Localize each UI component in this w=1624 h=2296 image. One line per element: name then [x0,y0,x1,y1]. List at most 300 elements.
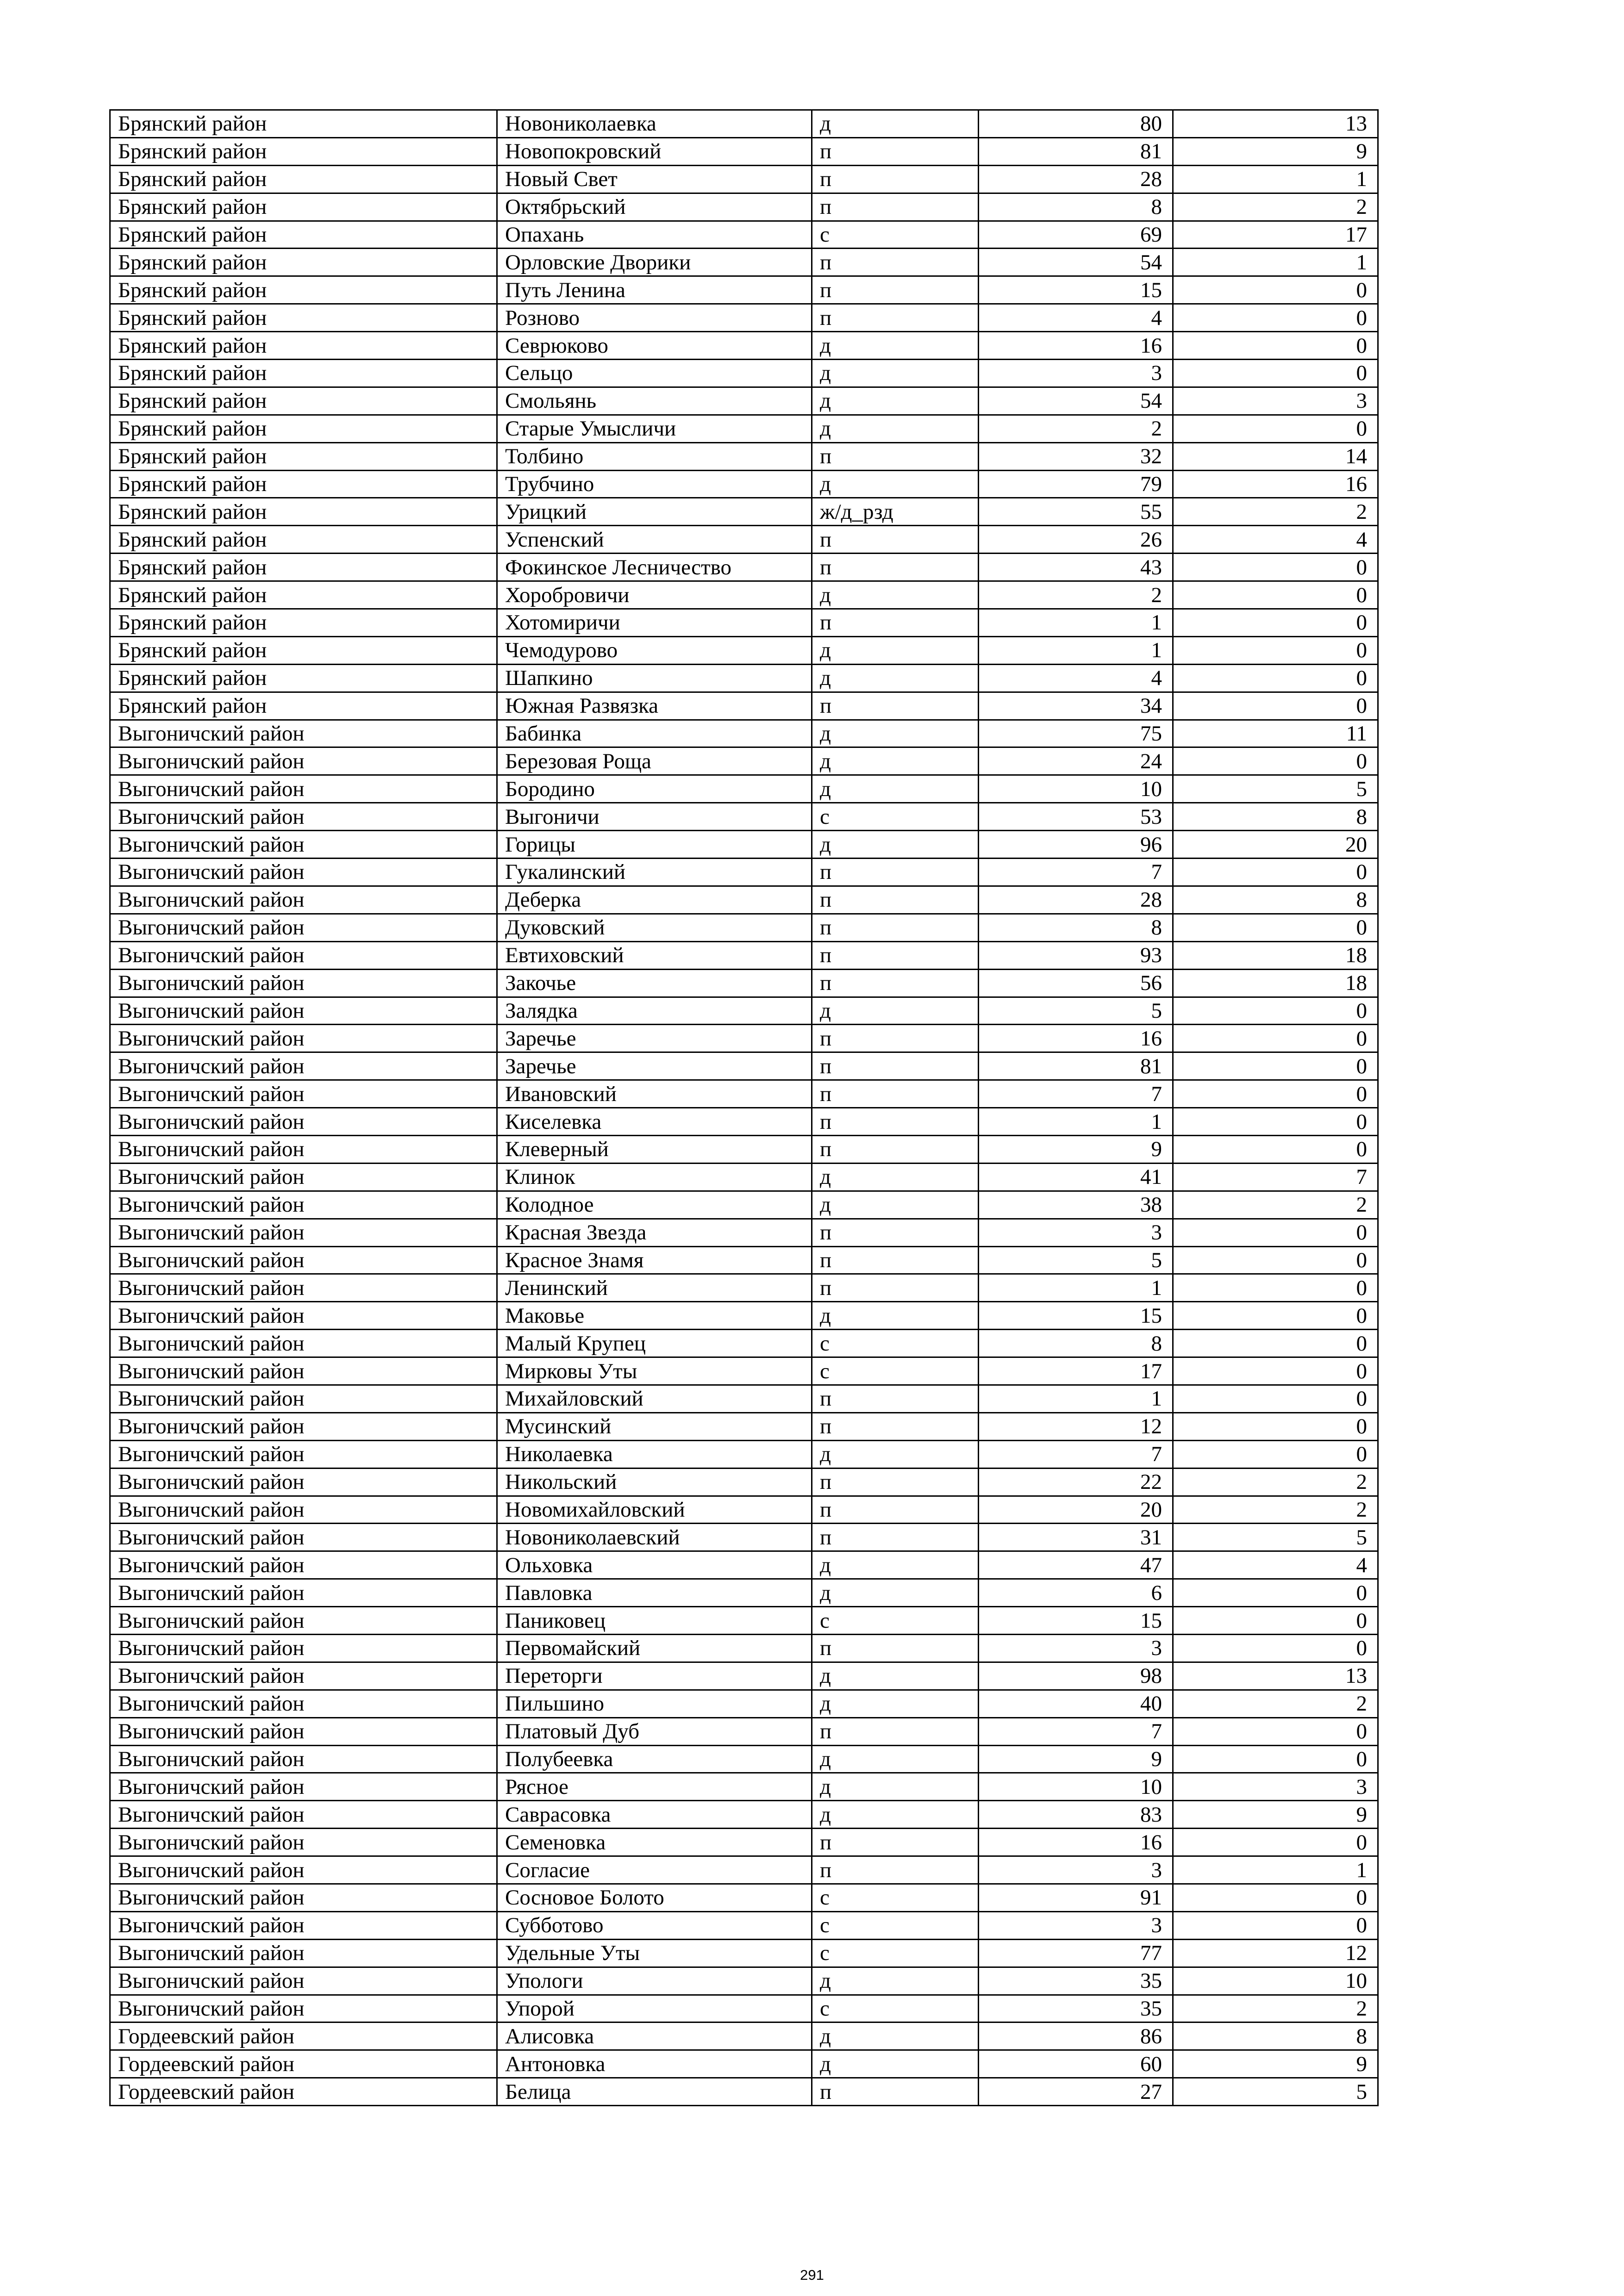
district-cell: Выгоничский район [110,1856,497,1884]
settlement-cell: Сельцо [497,360,812,387]
type-cell: д [812,470,979,498]
value1-cell: 56 [979,969,1173,997]
value1-cell: 7 [979,1080,1173,1108]
district-cell: Брянский район [110,137,497,165]
type-cell: п [812,1524,979,1551]
district-cell: Выгоничский район [110,1662,497,1690]
settlement-cell: Заречье [497,1025,812,1052]
settlement-cell: Дуковский [497,914,812,941]
settlement-cell: Алисовка [497,2022,812,2050]
value2-cell: 2 [1173,1690,1378,1717]
table-row [110,859,1378,886]
settlement-cell: Ольховка [497,1551,812,1579]
type-cell: п [812,1634,979,1662]
value2-cell: 2 [1173,193,1378,221]
table-row [110,1302,1378,1330]
value1-cell: 83 [979,1801,1173,1829]
district-cell: Выгоничский район [110,1412,497,1440]
table-row [110,1717,1378,1745]
type-cell: ж/д_рзд [812,498,979,526]
type-cell: д [812,1302,979,1330]
value1-cell: 28 [979,886,1173,914]
settlement-cell: Закочье [497,969,812,997]
type-cell: п [812,1025,979,1052]
district-cell: Брянский район [110,498,497,526]
settlement-cell: Сосновое Болото [497,1884,812,1912]
type-cell: п [812,1080,979,1108]
district-cell: Брянский район [110,609,497,637]
value1-cell: 98 [979,1662,1173,1690]
value1-cell: 3 [979,1856,1173,1884]
table-row [110,110,1378,138]
type-cell: д [812,110,979,138]
table-row [110,1690,1378,1717]
value1-cell: 16 [979,1829,1173,1856]
district-cell: Брянский район [110,249,497,276]
settlement-cell: Рясное [497,1773,812,1801]
district-cell: Выгоничский район [110,1246,497,1274]
value2-cell: 14 [1173,442,1378,470]
value2-cell: 0 [1173,664,1378,692]
table-row [110,1246,1378,1274]
type-cell: д [812,415,979,442]
table-row [110,193,1378,221]
value1-cell: 35 [979,1967,1173,1995]
value2-cell: 16 [1173,470,1378,498]
type-cell: д [812,387,979,415]
value1-cell: 60 [979,2050,1173,2078]
value1-cell: 96 [979,831,1173,859]
value1-cell: 34 [979,692,1173,720]
district-cell: Выгоничский район [110,1108,497,1136]
type-cell: с [812,1884,979,1912]
type-cell: п [812,1274,979,1302]
table-row [110,886,1378,914]
value1-cell: 91 [979,1884,1173,1912]
value2-cell: 3 [1173,1773,1378,1801]
district-cell: Выгоничский район [110,831,497,859]
table-row [110,1052,1378,1080]
value1-cell: 31 [979,1524,1173,1551]
district-cell: Выгоничский район [110,1801,497,1829]
type-cell: п [812,859,979,886]
table-row [110,387,1378,415]
settlement-cell: Новомихайловский [497,1496,812,1524]
settlement-cell: Платовый Дуб [497,1717,812,1745]
settlement-cell: Залядка [497,997,812,1025]
table-row [110,1634,1378,1662]
value1-cell: 86 [979,2022,1173,2050]
settlement-cell: Путь Ленина [497,276,812,304]
district-cell: Брянский район [110,304,497,332]
value1-cell: 80 [979,110,1173,138]
table-row [110,997,1378,1025]
table-row [110,1274,1378,1302]
type-cell: п [812,886,979,914]
district-cell: Выгоничский район [110,803,497,831]
value2-cell: 0 [1173,636,1378,664]
district-cell: Брянский район [110,165,497,193]
table-row [110,526,1378,554]
value2-cell: 17 [1173,221,1378,249]
table-row [110,249,1378,276]
value1-cell: 1 [979,636,1173,664]
value1-cell: 6 [979,1579,1173,1607]
table-row [110,941,1378,969]
table-row [110,221,1378,249]
value2-cell: 18 [1173,969,1378,997]
value2-cell: 0 [1173,332,1378,360]
value1-cell: 93 [979,941,1173,969]
type-cell: с [812,1939,979,1967]
settlement-cell: Бородино [497,775,812,803]
table-row [110,1607,1378,1635]
settlement-cell: Пильшино [497,1690,812,1717]
table-row [110,581,1378,609]
district-cell: Брянский район [110,415,497,442]
district-cell: Выгоничский район [110,1440,497,1468]
value2-cell: 0 [1173,360,1378,387]
type-cell: д [812,1967,979,1995]
table-row [110,1551,1378,1579]
table-row [110,969,1378,997]
district-cell: Выгоничский район [110,1717,497,1745]
table-row [110,165,1378,193]
table-row [110,1939,1378,1967]
district-cell: Выгоничский район [110,941,497,969]
settlement-cell: Евтиховский [497,941,812,969]
type-cell: п [812,1385,979,1412]
value1-cell: 2 [979,415,1173,442]
value2-cell: 0 [1173,1330,1378,1357]
value1-cell: 41 [979,1163,1173,1191]
value2-cell: 0 [1173,1052,1378,1080]
district-cell: Выгоничский район [110,1385,497,1412]
value1-cell: 35 [979,1995,1173,2022]
table-row [110,1163,1378,1191]
value1-cell: 1 [979,1108,1173,1136]
district-cell: Выгоничский район [110,1967,497,1995]
type-cell: д [812,332,979,360]
settlement-cell: Михайловский [497,1385,812,1412]
value1-cell: 3 [979,1219,1173,1246]
type-cell: п [812,914,979,941]
district-cell: Брянский район [110,442,497,470]
settlement-cell: Маковье [497,1302,812,1330]
settlement-cell: Антоновка [497,2050,812,2078]
district-cell: Выгоничский район [110,1773,497,1801]
district-cell: Брянский район [110,276,497,304]
value2-cell: 8 [1173,2022,1378,2050]
district-cell: Выгоничский район [110,859,497,886]
settlement-cell: Субботово [497,1911,812,1939]
settlement-cell: Гукалинский [497,859,812,886]
type-cell: с [812,1357,979,1385]
value2-cell: 1 [1173,165,1378,193]
district-cell: Брянский район [110,470,497,498]
type-cell: с [812,1607,979,1635]
type-cell: с [812,1330,979,1357]
type-cell: д [812,1579,979,1607]
value1-cell: 10 [979,1773,1173,1801]
district-cell: Выгоничский район [110,1219,497,1246]
value2-cell: 0 [1173,997,1378,1025]
settlement-cell: Толбино [497,442,812,470]
settlement-cell: Шапкино [497,664,812,692]
district-cell: Брянский район [110,221,497,249]
value2-cell: 0 [1173,1385,1378,1412]
value1-cell: 3 [979,360,1173,387]
table-row [110,1856,1378,1884]
type-cell: п [812,1246,979,1274]
district-cell: Выгоничский район [110,1939,497,1967]
table-row [110,360,1378,387]
value2-cell: 0 [1173,415,1378,442]
settlement-cell: Малый Крупец [497,1330,812,1357]
value1-cell: 8 [979,193,1173,221]
district-cell: Выгоничский район [110,747,497,775]
value2-cell: 2 [1173,1995,1378,2022]
district-cell: Выгоничский район [110,1829,497,1856]
type-cell: п [812,249,979,276]
table-row [110,276,1378,304]
type-cell: п [812,1717,979,1745]
value1-cell: 79 [979,470,1173,498]
type-cell: п [812,1829,979,1856]
table-row [110,1579,1378,1607]
district-cell: Выгоничский район [110,1884,497,1912]
value1-cell: 69 [979,221,1173,249]
table-row [110,1662,1378,1690]
table-row [110,304,1378,332]
type-cell: п [812,609,979,637]
district-cell: Гордеевский район [110,2022,497,2050]
value1-cell: 3 [979,1634,1173,1662]
value2-cell: 0 [1173,1579,1378,1607]
settlement-cell: Трубчино [497,470,812,498]
value2-cell: 2 [1173,1468,1378,1496]
settlement-cell: Ленинский [497,1274,812,1302]
table-row [110,137,1378,165]
value1-cell: 81 [979,1052,1173,1080]
value2-cell: 0 [1173,1274,1378,1302]
type-cell: д [812,2050,979,2078]
type-cell: д [812,831,979,859]
value1-cell: 4 [979,664,1173,692]
table-row [110,1219,1378,1246]
settlement-cell: Мусинский [497,1412,812,1440]
district-cell: Гордеевский район [110,2078,497,2106]
settlement-cell: Никольский [497,1468,812,1496]
type-cell: д [812,720,979,747]
settlement-cell: Первомайский [497,1634,812,1662]
district-cell: Брянский район [110,664,497,692]
value1-cell: 15 [979,1302,1173,1330]
value1-cell: 40 [979,1690,1173,1717]
district-cell: Брянский район [110,554,497,581]
settlement-cell: Заречье [497,1052,812,1080]
district-cell: Выгоничский район [110,969,497,997]
table-row [110,1829,1378,1856]
district-cell: Брянский район [110,387,497,415]
settlement-cell: Выгоничи [497,803,812,831]
type-cell: п [812,692,979,720]
settlement-cell: Колодное [497,1191,812,1219]
type-cell: д [812,360,979,387]
settlement-cell: Успенский [497,526,812,554]
settlement-cell: Орловские Дворики [497,249,812,276]
value1-cell: 8 [979,914,1173,941]
type-cell: п [812,304,979,332]
district-cell: Выгоничский район [110,1496,497,1524]
type-cell: д [812,2022,979,2050]
settlement-cell: Хотомиричи [497,609,812,637]
district-cell: Выгоничский район [110,1995,497,2022]
settlement-cell: Белица [497,2078,812,2106]
value1-cell: 7 [979,1717,1173,1745]
district-cell: Выгоничский район [110,1274,497,1302]
settlement-cell: Деберка [497,886,812,914]
district-cell: Выгоничский район [110,1052,497,1080]
settlement-cell: Клеверный [497,1135,812,1163]
district-cell: Выгоничский район [110,1579,497,1607]
table-row [110,609,1378,637]
settlement-cell: Саврасовка [497,1801,812,1829]
type-cell: п [812,969,979,997]
table-row [110,664,1378,692]
type-cell: д [812,1191,979,1219]
settlement-cell: Переторги [497,1662,812,1690]
settlement-cell: Бабинка [497,720,812,747]
value2-cell: 3 [1173,387,1378,415]
type-cell: п [812,526,979,554]
district-cell: Брянский район [110,581,497,609]
district-cell: Брянский район [110,332,497,360]
value2-cell: 1 [1173,1856,1378,1884]
table-row [110,1524,1378,1551]
district-cell: Выгоничский район [110,1690,497,1717]
value2-cell: 0 [1173,1911,1378,1939]
settlement-cell: Старые Умысличи [497,415,812,442]
value2-cell: 0 [1173,1246,1378,1274]
value1-cell: 3 [979,1911,1173,1939]
type-cell: п [812,193,979,221]
type-cell: с [812,1911,979,1939]
type-cell: д [812,1163,979,1191]
value1-cell: 43 [979,554,1173,581]
value1-cell: 38 [979,1191,1173,1219]
value1-cell: 16 [979,1025,1173,1052]
type-cell: п [812,554,979,581]
value2-cell: 0 [1173,554,1378,581]
value1-cell: 15 [979,276,1173,304]
table-row [110,1468,1378,1496]
table-row [110,442,1378,470]
value1-cell: 81 [979,137,1173,165]
settlement-cell: Новопокровский [497,137,812,165]
value2-cell: 0 [1173,859,1378,886]
value2-cell: 10 [1173,1967,1378,1995]
table-row [110,1025,1378,1052]
value2-cell: 2 [1173,498,1378,526]
type-cell: д [812,1551,979,1579]
table-row [110,1412,1378,1440]
settlement-cell: Согласие [497,1856,812,1884]
district-cell: Выгоничский район [110,997,497,1025]
value1-cell: 20 [979,1496,1173,1524]
value1-cell: 55 [979,498,1173,526]
type-cell: с [812,803,979,831]
settlement-cell: Полубеевка [497,1745,812,1773]
value2-cell: 0 [1173,1080,1378,1108]
settlement-cell: Смольянь [497,387,812,415]
table-row [110,1191,1378,1219]
district-cell: Выгоничский район [110,720,497,747]
value2-cell: 0 [1173,1717,1378,1745]
value1-cell: 4 [979,304,1173,332]
value2-cell: 7 [1173,1163,1378,1191]
district-cell: Выгоничский район [110,1911,497,1939]
value1-cell: 24 [979,747,1173,775]
value1-cell: 26 [979,526,1173,554]
table-row [110,1496,1378,1524]
type-cell: д [812,636,979,664]
value1-cell: 75 [979,720,1173,747]
table-row [110,332,1378,360]
page-number: 291 [800,2267,824,2283]
value1-cell: 1 [979,1385,1173,1412]
settlement-cell: Упорой [497,1995,812,2022]
district-cell: Выгоничский район [110,1357,497,1385]
table-row [110,1801,1378,1829]
value2-cell: 8 [1173,886,1378,914]
value1-cell: 1 [979,1274,1173,1302]
table-row [110,747,1378,775]
district-cell: Выгоничский район [110,1745,497,1773]
table-row [110,1773,1378,1801]
district-cell: Выгоничский район [110,1302,497,1330]
table-row [110,1330,1378,1357]
table-row [110,1745,1378,1773]
table-row [110,720,1378,747]
value2-cell: 4 [1173,1551,1378,1579]
value2-cell: 0 [1173,914,1378,941]
district-cell: Выгоничский район [110,1330,497,1357]
district-cell: Брянский район [110,526,497,554]
settlement-cell: Березовая Роща [497,747,812,775]
value1-cell: 16 [979,332,1173,360]
type-cell: п [812,442,979,470]
value2-cell: 0 [1173,1634,1378,1662]
value2-cell: 0 [1173,1745,1378,1773]
value2-cell: 0 [1173,1412,1378,1440]
type-cell: д [812,664,979,692]
value1-cell: 22 [979,1468,1173,1496]
value2-cell: 0 [1173,1357,1378,1385]
settlement-cell: Ивановский [497,1080,812,1108]
value1-cell: 15 [979,1607,1173,1635]
district-cell: Выгоничский район [110,1163,497,1191]
type-cell: д [812,1440,979,1468]
value1-cell: 17 [979,1357,1173,1385]
table-row [110,1967,1378,1995]
district-cell: Выгоничский район [110,1191,497,1219]
type-cell: п [812,1135,979,1163]
value2-cell: 0 [1173,1607,1378,1635]
value1-cell: 9 [979,1135,1173,1163]
settlement-cell: Удельные Уты [497,1939,812,1967]
district-cell: Выгоничский район [110,1080,497,1108]
